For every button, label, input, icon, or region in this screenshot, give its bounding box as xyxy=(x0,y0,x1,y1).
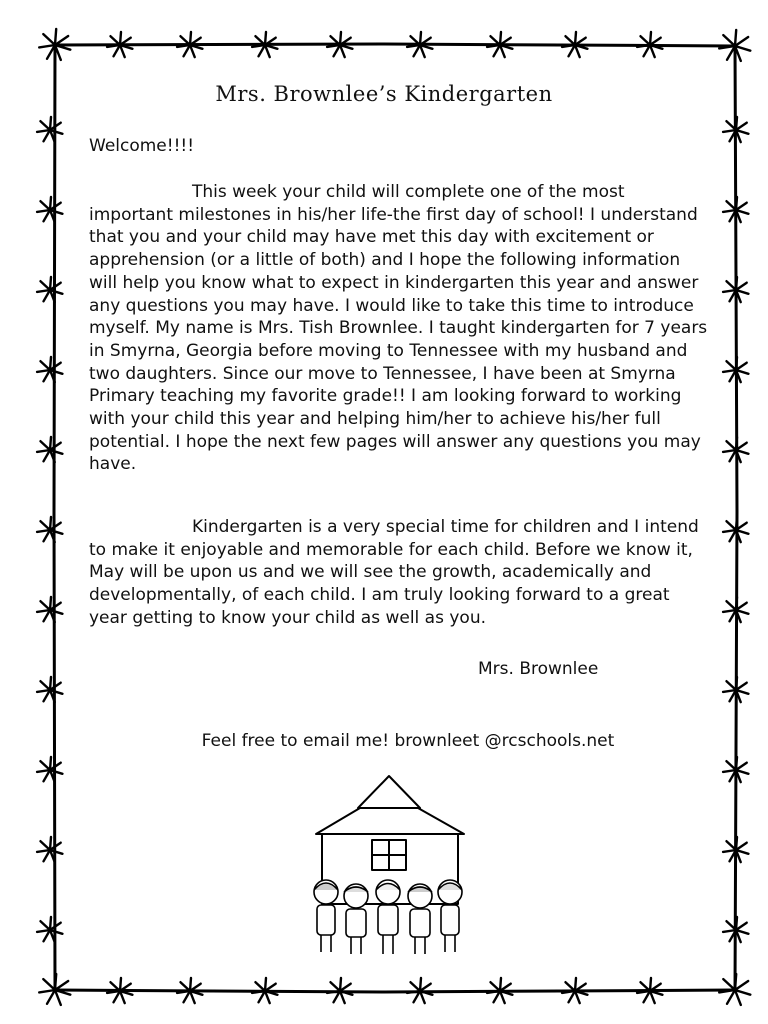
border-star-icon xyxy=(37,117,62,142)
border-star-icon xyxy=(37,597,62,622)
border-star-icon xyxy=(37,357,62,382)
border-star-icon xyxy=(37,917,62,942)
border-star-icon xyxy=(37,677,62,702)
email-line: Feel free to email me! brownleet @rcschools.net xyxy=(201,731,615,751)
border-star-icon xyxy=(37,437,62,462)
paragraph-intro-text: This week your child will complete one of the most important milestones in his/her life-the first day of school! I understand that you and your child may have met this day with excitement or apprehension (or a little of both) and I hope the following information will help you know what to expect in kindergarten this year and answer any questions you may have. I would like to take this time to introduce myself. My name is Mrs. Tish Brownlee. I taught kindergarten for 7 years in Smyrna, Georgia before moving to Tennessee with my husband and two daughters. Since our move to Tennessee, I have been at Smyrna Primary teaching my favorite grade!! I am looking forward to working with your child this year and helping him/her to achieve his/her full potential. I hope the next few pages will answer any questions you may have. xyxy=(89,182,708,475)
border-star-icon xyxy=(37,757,62,782)
border-star-icon xyxy=(37,837,62,862)
signature: Mrs. Brownlee xyxy=(478,659,599,679)
schoolhouse-illustration xyxy=(298,768,480,958)
border-star-icon xyxy=(37,517,62,542)
greeting: Welcome!!!! xyxy=(89,136,195,156)
letter-title: Mrs. Brownlee’s Kindergarten xyxy=(215,82,553,106)
paragraph-intro xyxy=(89,181,709,476)
border-star-icon xyxy=(37,277,62,302)
border-star-icon xyxy=(37,197,62,222)
paragraph-closing-text: Kindergarten is a very special time for children and I intend to make it enjoyable and memorable for each child. Before we know it, May will be upon us and we will see the growth, academically and developmentally, of each child. I am truly looking forward to a great year getting to know your child as well as you. xyxy=(89,517,699,628)
paragraph-closing xyxy=(89,516,709,630)
